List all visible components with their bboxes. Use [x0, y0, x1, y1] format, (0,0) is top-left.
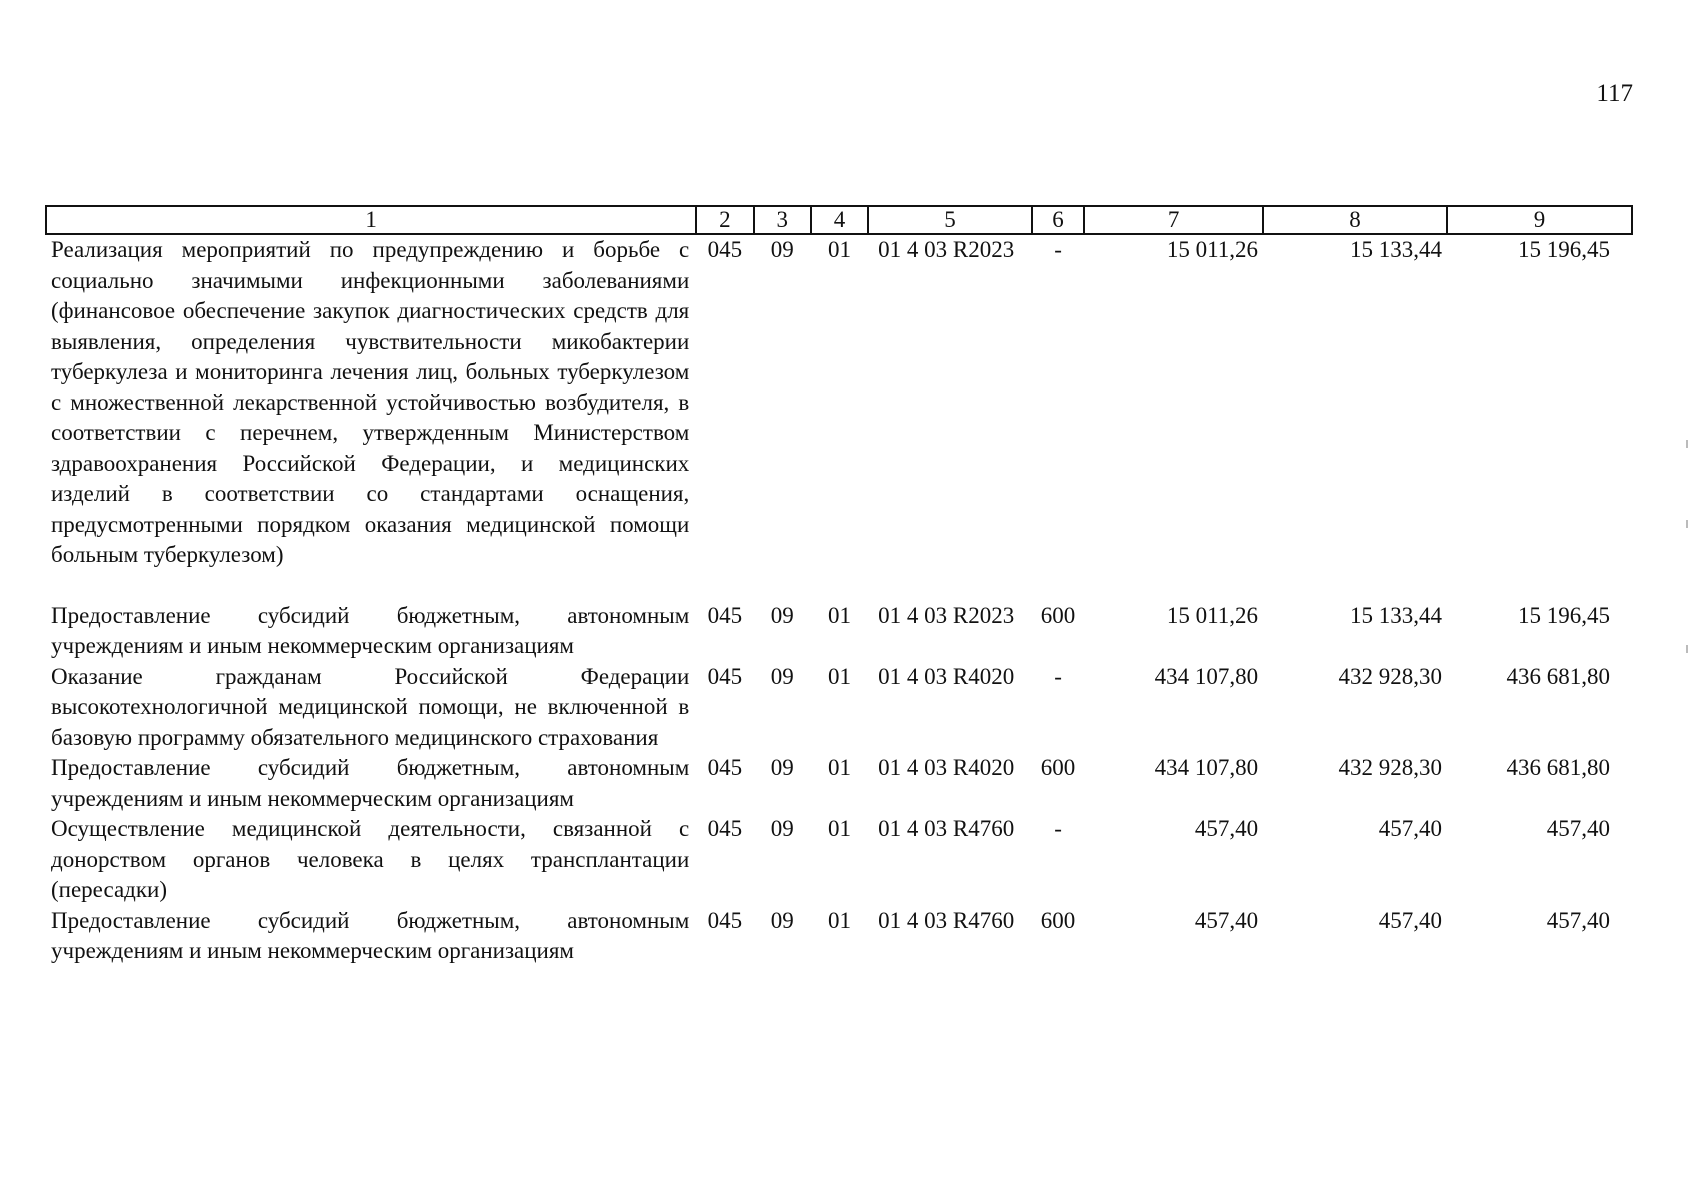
cell-amount-year2: 15 133,44 [1349, 602, 1442, 628]
cell-amount-year1: 434 107,80 [1154, 755, 1259, 780]
cell-subsection: 01 [827, 663, 851, 689]
column-header: 8 [1263, 206, 1447, 234]
column-header: 2 [696, 206, 753, 234]
cell-amount-year2: 432 928,30 [1338, 755, 1442, 780]
row-description: Реализация мероприятий по предупреждению и борьбе с социально значимыми инфекционными заболеваниями (финансовое обеспечение закупок диагностических средств для выявления, определения чувствительности микобактерии туберкулеза и мониторинга лечения лиц, больных туберкулезом с множественной лекарственной устойчивостью возбудителя, в соответствии с перечнем, утвержденным Министерством здравоохранения Российской Федерации, и медицинских изделий в соответствии со стандартами оснащения, предусмотренными порядком оказания медицинской помощи больным туберкулезом) [51, 237, 690, 567]
column-header: 1 [46, 206, 696, 234]
cell-expense-type: - [1054, 663, 1062, 689]
table-header-row [46, 206, 1632, 234]
cell-ministry-code: 045 [707, 907, 743, 933]
cell-amount-year3: 436 681,80 [1506, 755, 1610, 780]
column-header: 3 [754, 206, 811, 234]
cell-subsection: 01 [827, 755, 851, 780]
budget-table [45, 205, 1633, 967]
cell-amount-year3: 15 196,45 [1518, 237, 1610, 262]
column-header: 5 [868, 206, 1032, 234]
cell-amount-year3: 15 196,45 [1518, 602, 1610, 628]
cell-expense-type: 600 [1040, 755, 1076, 780]
cell-target-article: 01 4 03 R4020 [878, 755, 1015, 780]
row-description: Предоставление субсидий бюджетным, автономным учреждениям и иным некоммерческим организациям [51, 755, 690, 811]
scan-edge-mark [1686, 520, 1688, 528]
cell-amount-year3: 436 681,80 [1506, 663, 1610, 689]
cell-expense-type: - [1054, 816, 1062, 841]
cell-section: 09 [770, 816, 794, 841]
column-header: 7 [1084, 206, 1263, 234]
cell-subsection: 01 [827, 816, 851, 841]
cell-ministry-code: 045 [707, 755, 743, 780]
cell-section: 09 [770, 237, 794, 262]
cell-amount-year2: 457,40 [1378, 907, 1442, 933]
cell-section: 09 [770, 663, 794, 689]
row-description: Предоставление субсидий бюджетным, автономным учреждениям и иным некоммерческим организациям [51, 602, 690, 658]
cell-target-article: 01 4 03 R2023 [878, 602, 1015, 628]
cell-section: 09 [770, 602, 794, 628]
cell-amount-year1: 15 011,26 [1166, 602, 1259, 628]
row-description: Оказание гражданам Российской Федерации высокотехнологичной медицинской помощи, не включенной в базовую программу обязательного медицинского страхования [51, 663, 690, 750]
cell-ministry-code: 045 [707, 237, 743, 262]
table-row [46, 906, 1632, 967]
table-row [46, 234, 1632, 571]
cell-amount-year1: 15 011,26 [1166, 237, 1259, 262]
cell-target-article: 01 4 03 R2023 [878, 237, 1015, 262]
cell-target-article: 01 4 03 R4760 [878, 816, 1015, 841]
table-row [46, 662, 1632, 754]
scan-edge-mark [1686, 645, 1688, 653]
row-description: Осуществление медицинской деятельности, связанной с донорством органов человека в целях трансплантации (пересадки) [51, 816, 690, 902]
cell-amount-year3: 457,40 [1546, 907, 1610, 933]
cell-ministry-code: 045 [707, 602, 743, 628]
table-row [46, 814, 1632, 906]
cell-section: 09 [770, 755, 794, 780]
row-description: Предоставление субсидий бюджетным, автономным учреждениям и иным некоммерческим организациям [51, 907, 690, 963]
cell-subsection: 01 [827, 602, 851, 628]
cell-target-article: 01 4 03 R4020 [878, 663, 1015, 689]
cell-section: 09 [770, 907, 794, 933]
row-spacer [46, 571, 1632, 601]
column-header: 6 [1032, 206, 1084, 234]
cell-subsection: 01 [827, 907, 851, 933]
cell-expense-type: - [1054, 237, 1062, 262]
cell-expense-type: 600 [1040, 602, 1076, 628]
cell-expense-type: 600 [1040, 907, 1076, 933]
scan-edge-mark [1686, 440, 1688, 448]
cell-amount-year1: 457,40 [1194, 907, 1259, 933]
cell-amount-year3: 457,40 [1546, 816, 1610, 841]
column-header: 4 [811, 206, 868, 234]
column-header: 9 [1447, 206, 1632, 234]
cell-ministry-code: 045 [707, 816, 743, 841]
cell-amount-year2: 457,40 [1378, 816, 1442, 841]
cell-amount-year2: 15 133,44 [1349, 237, 1442, 262]
table-row [46, 601, 1632, 662]
page-number: 117 [1596, 80, 1633, 107]
cell-amount-year1: 457,40 [1194, 816, 1259, 841]
table-row [46, 753, 1632, 814]
cell-amount-year2: 432 928,30 [1338, 663, 1442, 689]
cell-amount-year1: 434 107,80 [1154, 663, 1259, 689]
cell-ministry-code: 045 [707, 663, 743, 689]
cell-target-article: 01 4 03 R4760 [878, 907, 1015, 933]
cell-subsection: 01 [827, 237, 851, 262]
